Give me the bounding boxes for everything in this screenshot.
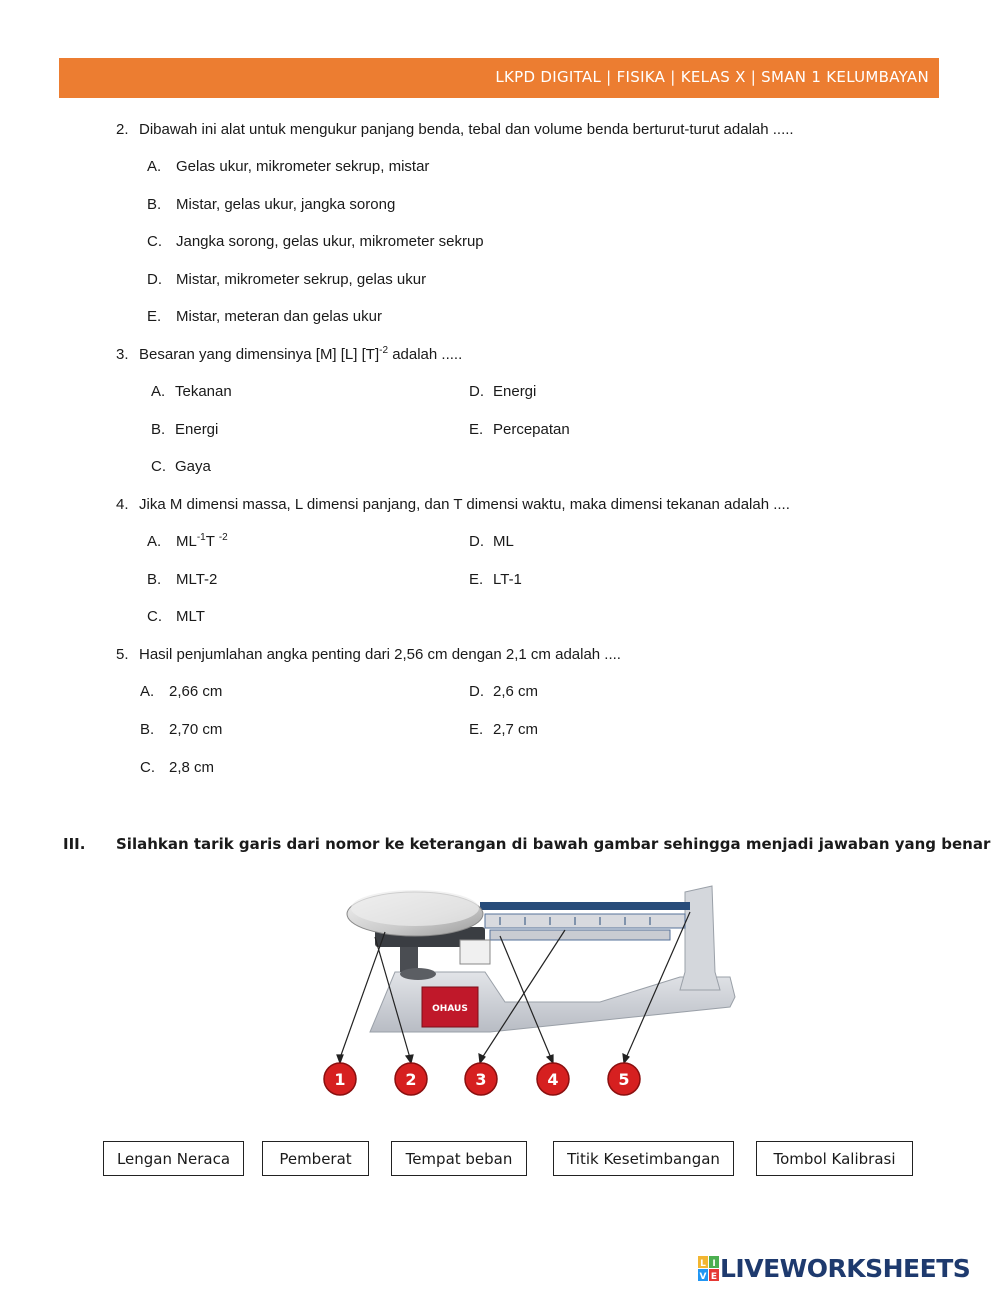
option-text: Jangka sorong, gelas ukur, mikrometer sekrup [176, 233, 484, 250]
option-letter: D. [469, 683, 484, 700]
option-2a[interactable] [147, 158, 429, 175]
marker-3 [465, 1063, 497, 1095]
option-text: Percepatan [493, 421, 570, 438]
svg-text:V: V [699, 1271, 707, 1282]
question-text: Besaran yang dimensinya [M] [L] [T] [139, 346, 380, 363]
option-text: LT-1 [493, 571, 522, 588]
beam-mid [485, 914, 685, 928]
option-4a[interactable] [147, 533, 228, 550]
option-letter: B. [140, 721, 155, 738]
option-3d[interactable] [469, 383, 536, 400]
option-text: Gaya [175, 458, 211, 475]
option-3e[interactable] [469, 421, 570, 438]
beam-bottom [490, 930, 670, 940]
option-2d[interactable] [147, 271, 426, 288]
balance-post [680, 886, 720, 990]
option-text: Mistar, mikrometer sekrup, gelas ukur [176, 271, 427, 288]
option-2e[interactable] [147, 308, 382, 325]
option-4e[interactable] [469, 571, 522, 588]
option-4d[interactable] [469, 533, 514, 550]
question-3 [116, 346, 462, 363]
option-text: MLT-2 [176, 571, 218, 588]
option-3a[interactable] [151, 383, 232, 400]
option-text: Mistar, gelas ukur, jangka sorong [176, 196, 396, 213]
beam-top [480, 902, 690, 910]
option-text: Gelas ukur, mikrometer sekrup, mistar [176, 158, 430, 175]
option-5e[interactable] [469, 721, 538, 738]
question-number: 3. [116, 346, 129, 363]
marker-5-label: 5 [618, 1070, 630, 1089]
option-letter: D. [469, 383, 484, 400]
option-text: Mistar, meteran dan gelas ukur [176, 308, 382, 325]
option-letter: E. [469, 571, 484, 588]
question-5 [116, 646, 621, 663]
option-letter: C. [147, 233, 162, 250]
liveworksheets-logo[interactable] [698, 1254, 970, 1283]
option-sup: -1 [196, 532, 206, 543]
option-letter: A. [151, 383, 166, 400]
option-letter: C. [151, 458, 166, 475]
option-letter: B. [151, 421, 166, 438]
label-pemberat[interactable]: Pemberat [262, 1141, 369, 1176]
marker-1 [324, 1063, 356, 1095]
option-4c[interactable] [147, 608, 205, 625]
triple-beam-balance-figure [300, 872, 750, 1107]
question-2 [116, 121, 794, 138]
option-text: ML [176, 533, 197, 550]
label-tombol-kalibrasi[interactable]: Tombol Kalibrasi [756, 1141, 913, 1176]
question-text: Hasil penjumlahan angka penting dari 2,56 cm dengan 2,1 cm adalah .... [139, 646, 621, 663]
svg-text:E: E [710, 1271, 718, 1282]
header-title: LKPD DIGITAL | FISIKA | KELAS X | SMAN 1 KELUMBAYAN [495, 68, 929, 86]
brand-text: OHAUS [432, 1004, 468, 1014]
option-letter: C. [147, 608, 162, 625]
option-letter: D. [147, 271, 162, 288]
option-text: 2,7 cm [493, 721, 539, 738]
marker-4-label: 4 [547, 1070, 559, 1089]
marker-1-label: 1 [334, 1070, 346, 1089]
section-number: III. [63, 835, 86, 853]
question-text: Dibawah ini alat untuk mengukur panjang benda, tebal dan volume benda berturut-turut adalah ..... [139, 121, 794, 138]
option-letter: D. [469, 533, 484, 550]
option-sup: -2 [218, 532, 228, 543]
option-text: 2,6 cm [493, 683, 539, 700]
option-5d[interactable] [469, 683, 538, 700]
option-letter: E. [147, 308, 162, 325]
option-letter: A. [147, 533, 162, 550]
option-text: T [205, 533, 219, 550]
section-title: Silahkan tarik garis dari nomor ke keterangan di bawah gambar sehingga menjadi jawaban yang benar [116, 835, 991, 853]
option-text: Tekanan [175, 383, 232, 400]
option-letter: E. [469, 721, 484, 738]
option-2c[interactable] [147, 233, 484, 250]
header-bar [59, 58, 939, 98]
liveworksheets-logo-icon [698, 1256, 720, 1282]
option-text: 2,8 cm [169, 759, 215, 776]
option-text: Energi [493, 383, 537, 400]
option-letter: C. [140, 759, 155, 776]
marker-3-label: 3 [475, 1070, 487, 1089]
question-4 [116, 496, 790, 513]
option-4b[interactable] [147, 571, 217, 588]
question-sup: -2 [379, 345, 389, 356]
label-tempat-beban[interactable]: Tempat beban [391, 1141, 527, 1176]
option-5c[interactable] [140, 759, 214, 776]
option-text: 2,66 cm [169, 683, 223, 700]
question-number: 2. [116, 121, 129, 138]
option-letter: A. [147, 158, 162, 175]
svg-text:I: I [712, 1258, 716, 1269]
question-number: 5. [116, 646, 129, 663]
marker-2-label: 2 [405, 1070, 417, 1089]
marker-5 [608, 1063, 640, 1095]
option-3b[interactable] [151, 421, 218, 438]
option-3c[interactable] [151, 458, 211, 475]
option-letter: E. [469, 421, 484, 438]
option-2b[interactable] [147, 196, 395, 213]
option-text: 2,70 cm [169, 721, 223, 738]
marker-2 [395, 1063, 427, 1095]
label-lengan-neraca[interactable]: Lengan Neraca [103, 1141, 244, 1176]
option-5a[interactable] [140, 683, 222, 700]
marker-4 [537, 1063, 569, 1095]
question-number: 4. [116, 496, 129, 513]
option-letter: B. [147, 196, 162, 213]
question-text-end: adalah ..... [388, 346, 463, 363]
leader-line-4 [500, 936, 551, 1058]
option-letter: A. [140, 683, 155, 700]
svg-text:L: L [700, 1258, 706, 1269]
liveworksheets-logo-text: LIVEWORKSHEETS [720, 1254, 971, 1283]
option-5b[interactable] [140, 721, 222, 738]
option-letter: B. [147, 571, 162, 588]
leader-line-1 [340, 932, 385, 1058]
option-text: MLT [176, 608, 205, 625]
option-text: ML [493, 533, 514, 550]
label-titik-kesetimbangan[interactable]: Titik Kesetimbangan [553, 1141, 734, 1176]
option-text: Energi [175, 421, 219, 438]
question-text: Jika M dimensi massa, L dimensi panjang, dan T dimensi waktu, maka dimensi tekanan adalah .... [139, 496, 790, 513]
